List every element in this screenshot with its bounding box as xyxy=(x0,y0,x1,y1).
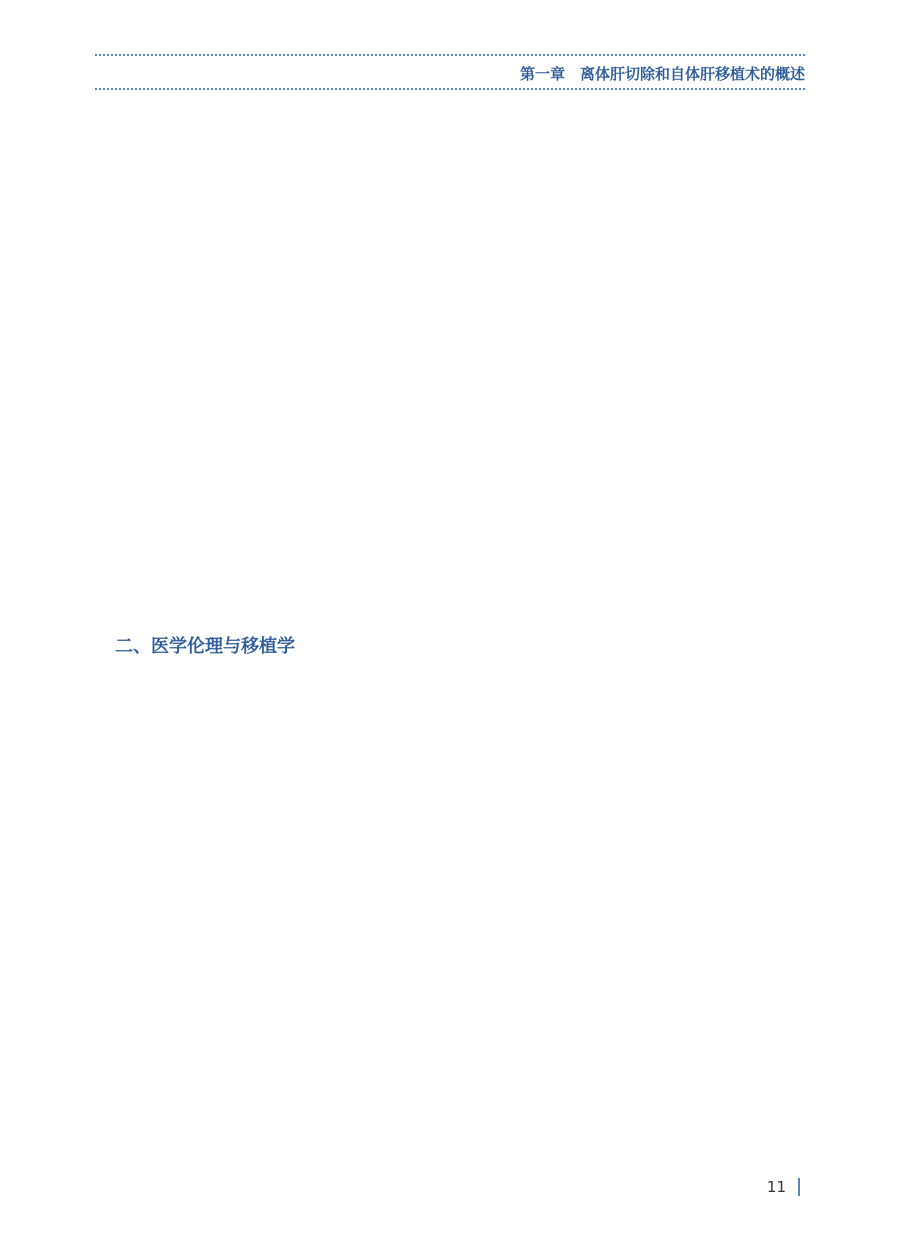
page-number: 11 xyxy=(767,1178,800,1196)
section-heading: 二、医学伦理与移植学 xyxy=(115,636,295,657)
header-dotted-rule-top xyxy=(95,54,805,56)
chapter-title: 第一章 离体肝切除和自体肝移植术的概述 xyxy=(519,65,805,83)
header-dotted-rule-bottom xyxy=(95,88,805,90)
chapter-header xyxy=(95,54,805,94)
